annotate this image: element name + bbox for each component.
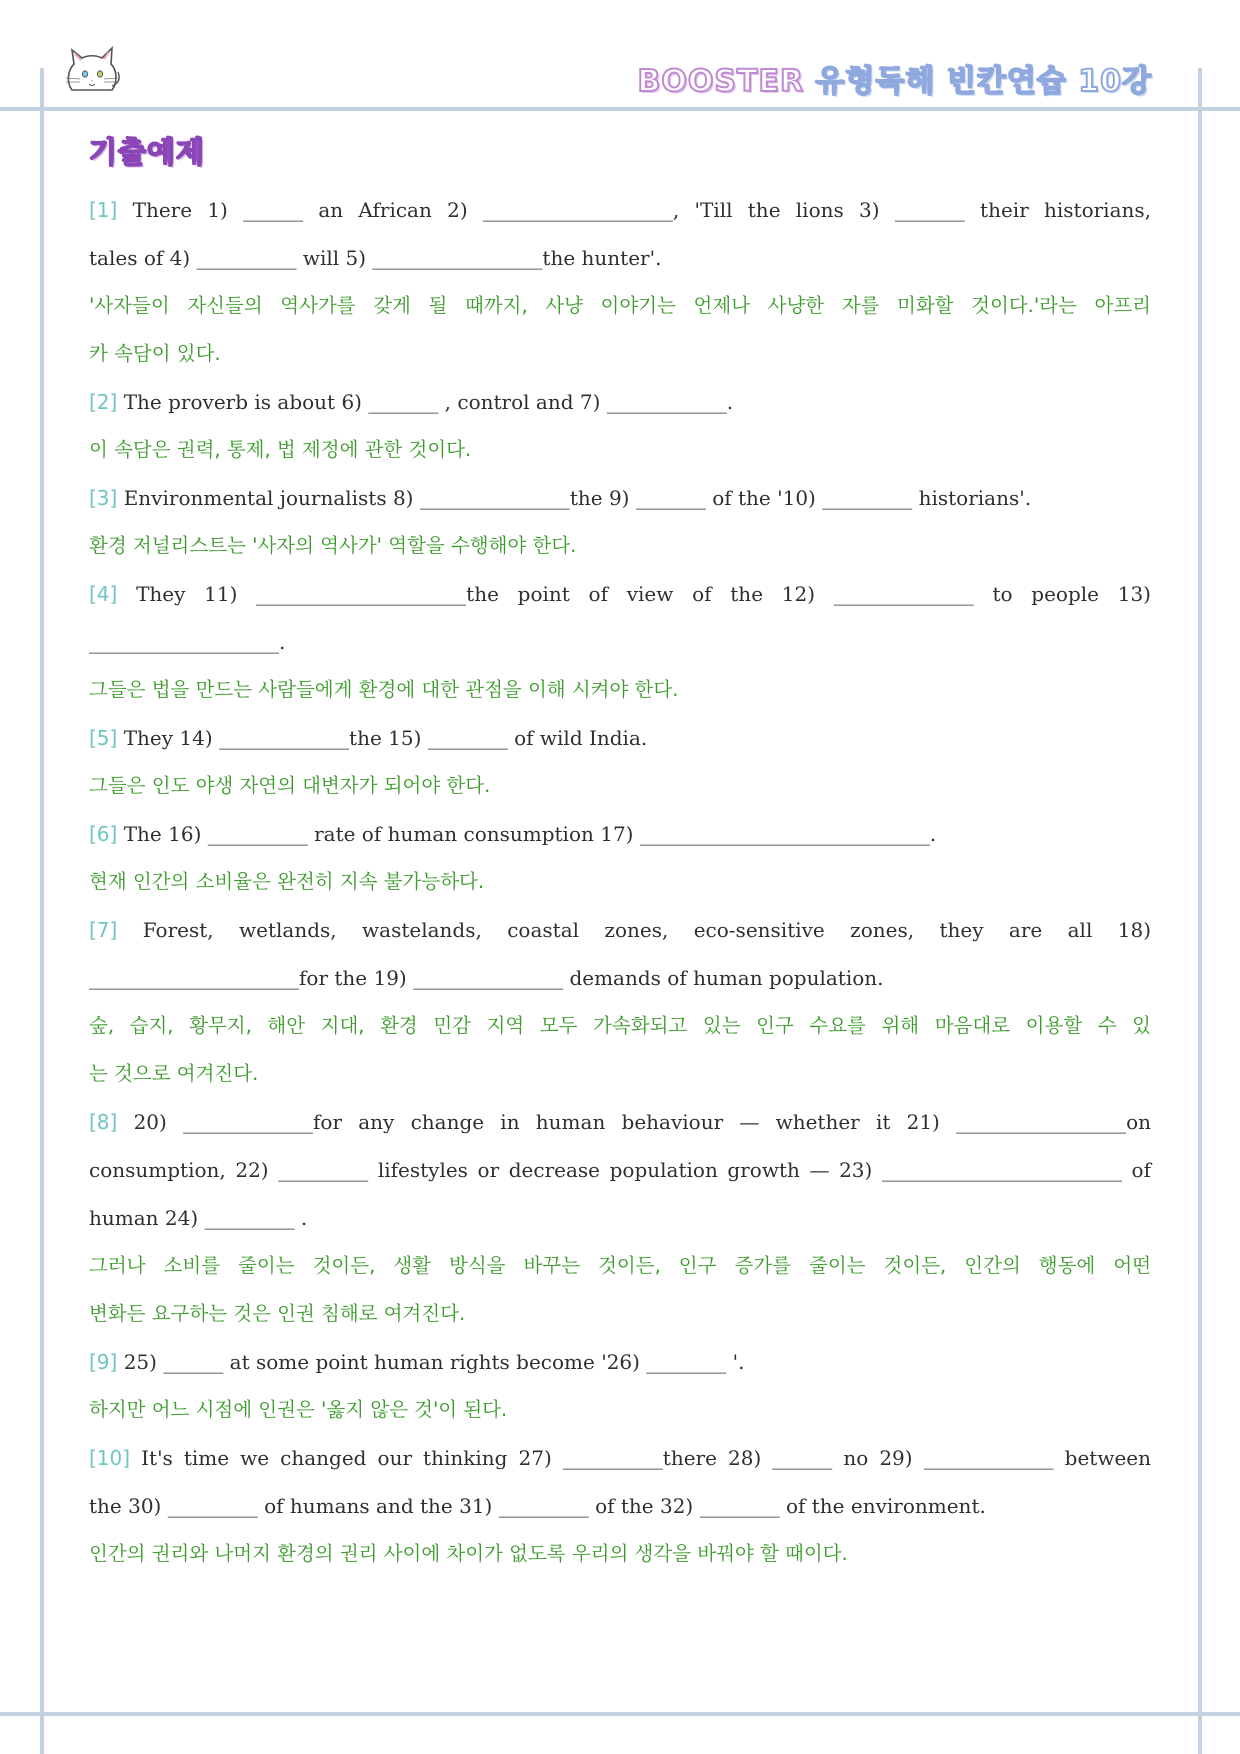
item-number: [1] [89,198,118,222]
line-27 [89,1444,1151,1472]
line-text: human 24) _________ . [89,1206,308,1230]
line-29 [89,1540,1151,1568]
line-text: Environmental journalists 8) _______________the 9) _______ of the '10) _________ historians'. [123,486,1032,510]
line-18 [89,1012,1151,1040]
item-number: [8] [89,1110,118,1134]
line-text: The 16) __________ rate of human consumption 17) _____________________________. [123,822,937,846]
line-11 [89,676,1151,704]
line-text: tales of 4) __________ will 5) _________________the hunter'. [89,246,662,270]
line-text: Forest, wetlands, wastelands, coastal zones, eco-sensitive zones, they are all 18) [142,918,1152,942]
line-20 [89,1108,1151,1136]
line-22 [89,1204,1151,1232]
translation-text: 변화든 요구하는 것은 인권 침해로 여겨진다. [89,1302,466,1325]
header-brand: BOOSTER [637,64,805,99]
line-13 [89,772,1151,800]
section-title: 기출예제 [89,135,206,169]
line-9 [89,580,1151,608]
item-number: [5] [89,726,118,750]
item-number: [4] [89,582,118,606]
line-1 [89,196,1151,224]
cat-logo-icon [60,42,124,98]
line-19 [89,1060,1151,1088]
line-text: consumption, 22) _________ lifestyles or decrease population growth — 23) ________________________ of [89,1158,1151,1182]
line-5 [89,388,1151,416]
line-3 [89,292,1151,320]
line-text: The proverb is about 6) _______ , control and 7) ____________. [123,390,734,414]
item-number: [10] [89,1446,131,1470]
line-2 [89,244,1151,272]
translation-text: 그러나 소비를 줄이는 것이든, 생활 방식을 바꾸는 것이든, 인구 증가를 줄이는 것이든, 인간의 행동에 어떤 [89,1254,1151,1277]
line-4 [89,340,1151,368]
item-number: [2] [89,390,118,414]
translation-text: 는 것으로 여겨진다. [89,1062,259,1085]
line-10 [89,628,1151,656]
line-text: They 11) _____________________the point of view of the 12) ______________ to people 13) [136,582,1151,606]
line-text: the 30) _________ of humans and the 31) _________ of the 32) ________ of the environment. [89,1494,986,1518]
item-number: [6] [89,822,118,846]
translation-text: 하지만 어느 시점에 인권은 '옳지 않은 것'이 된다. [89,1398,508,1421]
line-12 [89,724,1151,752]
line-14 [89,820,1151,848]
translation-text: 이 속담은 권력, 통제, 법 제정에 관한 것이다. [89,438,472,461]
line-8 [89,532,1151,560]
right-margin-rule [1198,68,1202,1754]
line-text: 25) ______ at some point human rights become '26) ________ '. [123,1350,745,1374]
translation-text: 숲, 습지, 황무지, 해안 지대, 환경 민감 지역 모두 가속화되고 있는 인구 수요를 위해 마음대로 이용할 수 있 [89,1014,1151,1037]
item-number: [3] [89,486,118,510]
left-margin-rule [40,68,44,1754]
header-rule [0,107,1240,111]
line-26 [89,1396,1151,1424]
line-text: There 1) ______ an African 2) ___________________, 'Till the lions 3) _______ their historians, [132,198,1152,222]
line-15 [89,868,1151,896]
line-7 [89,484,1151,512]
translation-text: 그들은 법을 만드는 사람들에게 환경에 대한 관점을 이해 시켜야 한다. [89,678,679,701]
translation-text: 인간의 권리와 나머지 환경의 권리 사이에 차이가 없도록 우리의 생각을 바꿔야 할 때이다. [89,1542,848,1565]
line-23 [89,1252,1151,1280]
translation-text: 그들은 인도 야생 자연의 대변자가 되어야 한다. [89,774,491,797]
page-header-title [638,56,1152,100]
line-text: 20) _____________for any change in human behaviour — whether it 21) _________________on [133,1110,1151,1134]
line-21 [89,1156,1151,1184]
line-text: _____________________for the 19) _______________ demands of human population. [89,966,884,990]
line-6 [89,436,1151,464]
translation-text: 카 속담이 있다. [89,342,221,365]
item-number: [9] [89,1350,118,1374]
line-17 [89,964,1151,992]
line-text: They 14) _____________the 15) ________ of wild India. [123,726,648,750]
line-text: ___________________. [89,630,286,654]
line-text: It's time we changed our thinking 27) __________there 28) ______ no 29) _____________ between [141,1446,1152,1470]
item-number: [7] [89,918,118,942]
header-title-text: 유형독해 빈칸연습 10강 [815,64,1152,99]
line-25 [89,1348,1151,1376]
line-24 [89,1300,1151,1328]
translation-text: '사자들이 자신들의 역사가를 갖게 될 때까지, 사냥 이야기는 언제나 사냥한 자를 미화할 것이다.'라는 아프리 [89,294,1151,317]
line-16 [89,916,1151,944]
translation-text: 현재 인간의 소비율은 완전히 지속 불가능하다. [89,870,485,893]
line-28 [89,1492,1151,1520]
translation-text: 환경 저널리스트는 '사자의 역사가' 역할을 수행해야 한다. [89,534,577,557]
footer-rule [0,1712,1240,1716]
